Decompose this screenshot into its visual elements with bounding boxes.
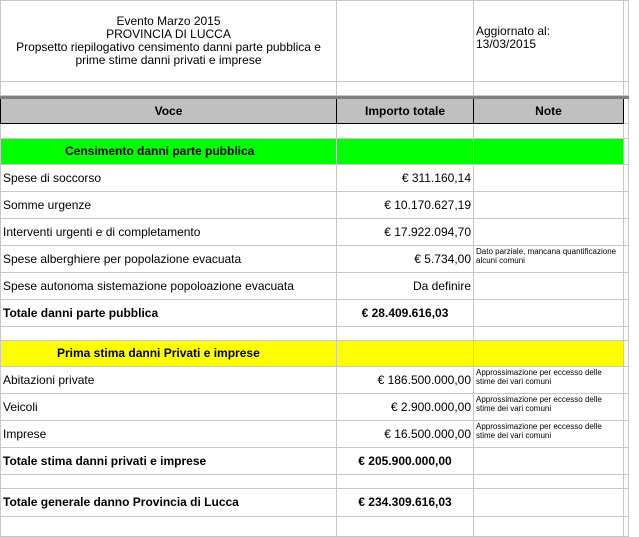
row-importo[interactable]: € 186.500.000,00: [337, 367, 474, 394]
row-note[interactable]: Approssimazione per eccesso delle stime dei vari comuni: [474, 367, 624, 394]
row-importo[interactable]: € 5.734,00: [337, 246, 474, 273]
row-note[interactable]: [474, 192, 624, 219]
section-private-fill[interactable]: [337, 341, 474, 367]
updated-date: 13/03/2015: [476, 37, 537, 51]
cell[interactable]: [624, 517, 629, 537]
cell[interactable]: [624, 165, 629, 192]
cell[interactable]: [624, 124, 629, 139]
row-importo[interactable]: € 2.900.000,00: [337, 394, 474, 421]
grand-total-label[interactable]: Totale generale danno Provincia di Lucca: [1, 489, 337, 517]
row-importo[interactable]: Da definire: [337, 273, 474, 300]
row-importo[interactable]: € 16.500.000,00: [337, 421, 474, 448]
row-voce[interactable]: Spese di soccorso: [1, 165, 337, 192]
cell[interactable]: [624, 273, 629, 300]
table-row: [1, 421, 629, 448]
row-voce[interactable]: Somme urgenze: [1, 192, 337, 219]
total-public-row: [1, 300, 629, 327]
row-note[interactable]: Approssimazione per eccesso delle stime dei vari comuni: [474, 394, 624, 421]
header-description-2: prime stime danni privati e imprese: [75, 53, 262, 67]
blank-row: [1, 82, 629, 96]
table-row: [1, 246, 629, 273]
header-row: [1, 1, 629, 82]
row-importo[interactable]: € 311.160,14: [337, 165, 474, 192]
cell[interactable]: [624, 421, 629, 448]
table-row: [1, 394, 629, 421]
table-row: [1, 219, 629, 246]
report-header[interactable]: [1, 1, 337, 82]
cell[interactable]: [1, 82, 337, 96]
total-public-label[interactable]: Totale danni parte pubblica: [1, 300, 337, 327]
header-event: Evento Marzo 2015: [116, 14, 221, 28]
column-header-spare[interactable]: [624, 99, 629, 124]
row-note[interactable]: [474, 219, 624, 246]
section-public-fill[interactable]: [337, 139, 474, 165]
cell[interactable]: [337, 475, 474, 489]
cell[interactable]: [624, 219, 629, 246]
updated-cell[interactable]: [474, 1, 624, 82]
table-row: [1, 367, 629, 394]
grand-total-row: [1, 489, 629, 517]
cell[interactable]: [1, 517, 337, 537]
cell[interactable]: [337, 124, 474, 139]
row-voce[interactable]: Abitazioni private: [1, 367, 337, 394]
row-importo[interactable]: € 10.170.627,19: [337, 192, 474, 219]
cell[interactable]: [1, 475, 337, 489]
row-note[interactable]: [474, 165, 624, 192]
cell[interactable]: [624, 192, 629, 219]
section-public-title[interactable]: Censimento danni parte pubblica: [1, 139, 337, 165]
cell[interactable]: [624, 367, 629, 394]
cell[interactable]: [624, 300, 629, 327]
cell[interactable]: [474, 489, 624, 517]
cell[interactable]: [474, 517, 624, 537]
section-private-header: [1, 341, 629, 367]
column-header-note[interactable]: Note: [474, 99, 624, 124]
grand-total-value[interactable]: € 234.309.616,03: [337, 489, 474, 517]
header-description-1: Propsetto riepilogativo censimento danni parte pubblica e: [16, 40, 321, 54]
updated-label: Aggiornato al:: [476, 24, 551, 38]
row-importo[interactable]: € 17.922.094,70: [337, 219, 474, 246]
cell[interactable]: [624, 394, 629, 421]
section-private-title[interactable]: Prima stima danni Privati e imprese: [1, 341, 337, 367]
cell[interactable]: [624, 475, 629, 489]
row-note[interactable]: Dato parziale, mancana quantificazione alcuni comuni: [474, 246, 624, 273]
cell[interactable]: [337, 82, 474, 96]
row-voce[interactable]: Imprese: [1, 421, 337, 448]
total-private-label[interactable]: Totale stima danni privati e imprese: [1, 448, 337, 475]
section-private-fill[interactable]: [474, 341, 624, 367]
total-private-value[interactable]: € 205.900.000,00: [337, 448, 474, 475]
header-province: PROVINCIA DI LUCCA: [106, 27, 231, 41]
row-voce[interactable]: Spese autonoma sistemazione popoloazione evacuata: [1, 273, 337, 300]
section-public-header: [1, 139, 629, 165]
row-note[interactable]: [474, 273, 624, 300]
row-voce[interactable]: Interventi urgenti e di completamento: [1, 219, 337, 246]
row-voce[interactable]: Veicoli: [1, 394, 337, 421]
cell[interactable]: [474, 82, 624, 96]
header-empty-cell[interactable]: [337, 1, 474, 82]
cell[interactable]: [474, 327, 624, 341]
row-note[interactable]: Approssimazione per eccesso delle stime dei vari comuni: [474, 421, 624, 448]
section-public-fill[interactable]: [474, 139, 624, 165]
cell[interactable]: [624, 448, 629, 475]
table-row: [1, 192, 629, 219]
total-private-row: [1, 448, 629, 475]
row-voce[interactable]: Spese alberghiere per popolazione evacuata: [1, 246, 337, 273]
blank-row: [1, 327, 629, 341]
spare-cell[interactable]: [624, 1, 629, 82]
cell[interactable]: [624, 341, 629, 367]
cell[interactable]: [624, 327, 629, 341]
cell[interactable]: [1, 124, 337, 139]
cell[interactable]: [624, 246, 629, 273]
cell[interactable]: [474, 448, 624, 475]
table-row: [1, 165, 629, 192]
blank-row: [1, 124, 629, 139]
column-header-row: [1, 99, 629, 124]
cell[interactable]: [337, 327, 474, 341]
cell[interactable]: [1, 327, 337, 341]
cell[interactable]: [624, 82, 629, 96]
cell[interactable]: [474, 475, 624, 489]
cell[interactable]: [474, 124, 624, 139]
total-public-value[interactable]: € 28.409.616,03: [337, 300, 474, 327]
table-row: [1, 273, 629, 300]
column-header-importo[interactable]: Importo totale: [337, 99, 474, 124]
cell[interactable]: [474, 300, 624, 327]
cell[interactable]: [624, 139, 629, 165]
blank-row: [1, 517, 629, 537]
column-header-voce[interactable]: Voce: [1, 99, 337, 124]
blank-row: [1, 475, 629, 489]
cell[interactable]: [337, 517, 474, 537]
cell[interactable]: [624, 489, 629, 517]
